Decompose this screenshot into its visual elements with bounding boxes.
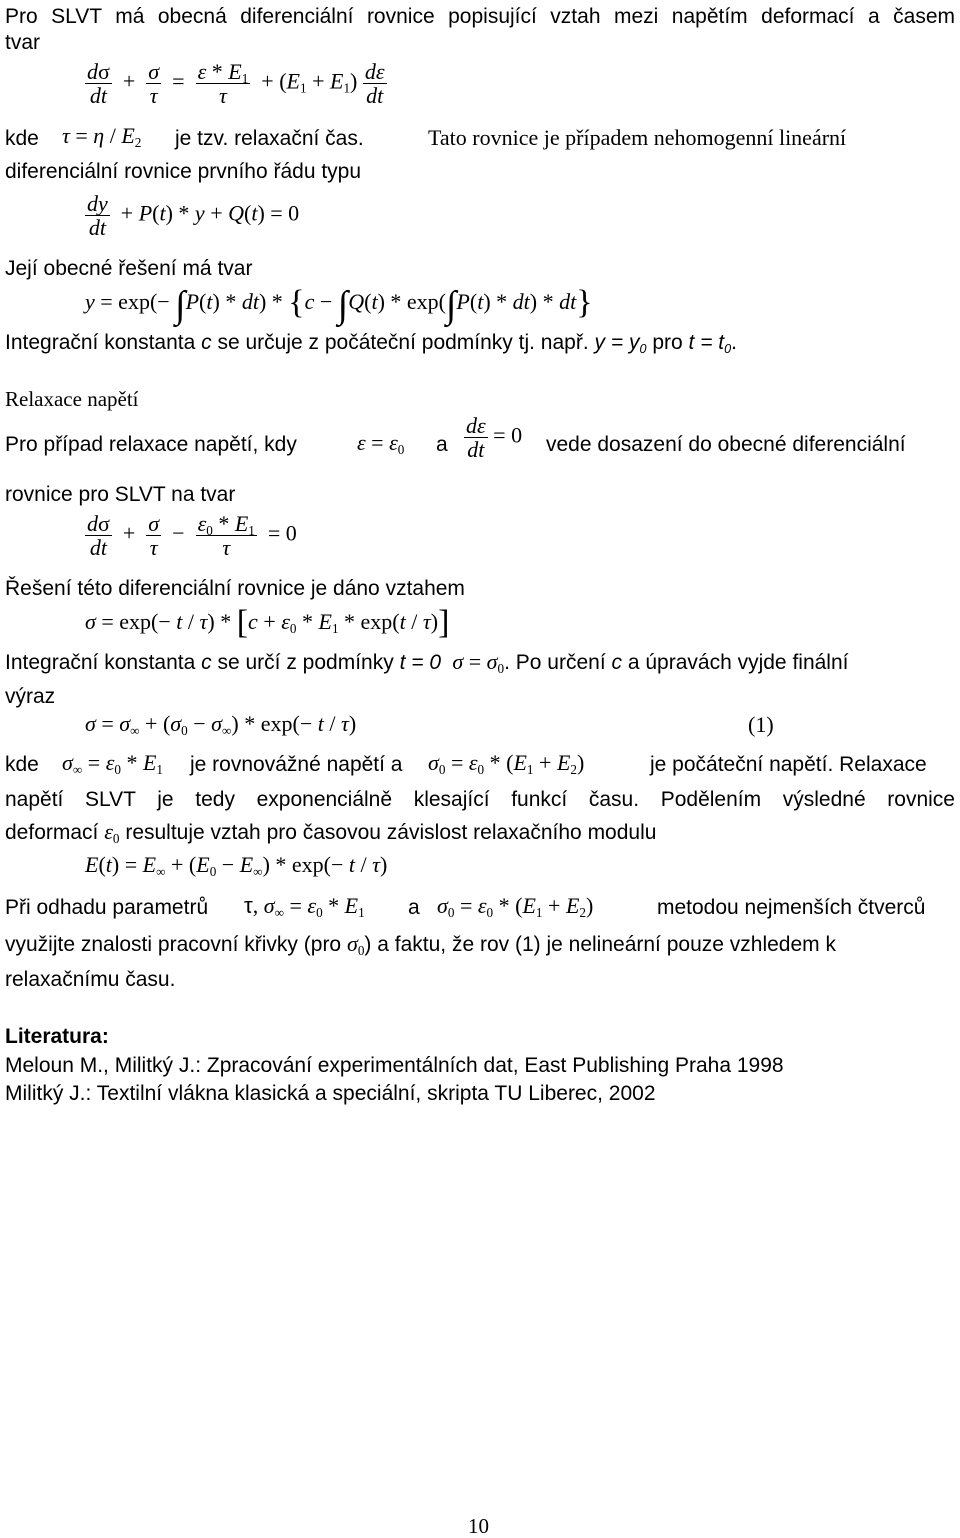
relax-line-1a: Pro případ relaxace napětí, kdy	[5, 433, 297, 456]
line-reseni-diff: Řešení této diferenciální rovnice je dáno vztahem	[5, 577, 465, 600]
kde-line-2a: kde	[5, 753, 39, 776]
reference-2: Militký J.: Textilní vlákna klasická a speciální, skripta TU Liberec, 2002	[5, 1082, 656, 1105]
odhad-line-c: metodou nejmenších čtverců	[657, 896, 926, 919]
page-number: 10	[468, 1514, 489, 1538]
literatura-heading: Literatura:	[5, 1025, 109, 1048]
kde-line-1b: je tzv. relaxační čas.	[175, 127, 364, 150]
odhad-line-b: a	[408, 896, 420, 919]
odhad-sigma0: $\sigma_0 = \varepsilon_0 * (E_1 + E_2)$	[437, 893, 594, 920]
equation-general-solution: y = exp(− ∫P(t) * dt) * {c − ∫Q(t) * exp(∫P(t) * dt) * dt}	[85, 284, 593, 326]
relax-line-2: rovnice pro SLVT na tvar	[5, 483, 236, 506]
line-diff-first-order: diferenciální rovnice prvního řádu typu	[5, 160, 362, 183]
reference-1: Meloun M., Militký J.: Zpracování experimentálních dat, East Publishing Praha 1998	[5, 1054, 784, 1077]
equation-relaxation: $\frac{d\sigma}{dt}$ + $\frac{\sigma}{\tau}$ − $\frac{\varepsilon_0 * E_1}{\tau}$ = 0	[87, 511, 297, 561]
odhad-params: τ, $\sigma_\infty = \varepsilon_0 * E_1$	[244, 893, 365, 920]
equation-relaxation-solution: $\sigma = \exp(- t / \tau) * [c + \varepsilon_0 * E_1 * \exp(t / \tau)]$	[85, 604, 450, 641]
equation-final-sigma: $\sigma = \sigma_\infty + (\sigma_0 - \sigma_\infty) * \exp(- t / \tau)$	[85, 711, 357, 738]
equation-number-1: (1)	[748, 712, 774, 737]
epsilon-eq-epsilon0: $\varepsilon = \varepsilon_0$	[357, 430, 405, 457]
kde-line-2c: je počáteční napětí. Relaxace	[650, 753, 927, 776]
intro-line-2: tvar	[5, 31, 41, 54]
deps-dt-zero: $\frac{d\varepsilon}{dt}$ = 0	[466, 413, 523, 463]
odhad-line-a: Při odhadu parametrů	[5, 896, 209, 919]
line-reseni-tvar: Její obecné řešení má tvar	[5, 257, 253, 280]
equation-slvt: $\frac{d\sigma}{dt}$ + $\frac{\sigma}{\tau}$ = $\frac{\varepsilon * E_1}{\tau}$ + $(E_1 + E_1)$ $\frac{d\varepsilon}{dt}$	[87, 59, 385, 109]
equation-relaxation-modulus: $E(t) = E_\infty + (E_0 - E_\infty) * \exp(- t / \tau)$	[85, 852, 388, 879]
para2-line-2: napětí SLVT je tedy exponenciálně klesající funkcí času. Podělením výsledné rovnice	[5, 788, 955, 811]
relax-casu-line: relaxačnímu času.	[5, 968, 176, 991]
para2-line-3: deformací $\varepsilon_0$ resultuje vztah pro časovou závislost relaxačního modulu	[5, 819, 657, 846]
relax-line-1b: a	[436, 433, 448, 456]
relax-line-1c: vede dosazení do obecné diferenciální	[546, 433, 906, 456]
kde-line-1a: kde	[5, 127, 39, 150]
kde-line-1c: Tato rovnice je případem nehomogenní lineární	[428, 125, 847, 150]
kde-line-2b: je rovnovážné napětí a	[190, 753, 403, 776]
line-vyraz: výraz	[5, 685, 56, 708]
vyuzijte-line: využijte znalosti pracovní křivky (pro $\sigma_0$) a faktu, že rov (1) je nelineární pouze vzhledem k	[5, 931, 836, 958]
sigma-inf-definition: $\sigma_\infty = \varepsilon_0 * E_1$	[62, 750, 163, 777]
integ-konst-line-1: Integrační konstanta c se určuje z počáteční podmínky tj. např. $y = y_0$ pro $t = t_0$.	[5, 331, 737, 356]
equation-general-linear: $\frac{dy}{dt}$ + P(t) * y + Q(t) = 0	[87, 191, 300, 241]
integ-konst-line-2: Integrační konstanta c se určí z podmínky t = 0 $\sigma = \sigma_0$. Po určení c a úpravách vyjde finální	[5, 649, 849, 676]
section-heading-relaxace: Relaxace napětí	[5, 387, 139, 411]
tau-definition: $\tau = \eta / E_2$	[62, 123, 142, 150]
sigma-0-definition: $\sigma_0 = \varepsilon_0 * (E_1 + E_2)$	[428, 750, 585, 777]
intro-line-1: Pro SLVT má obecná diferenciální rovnice popisující vztah mezi napětím deformací a časem	[5, 5, 955, 28]
